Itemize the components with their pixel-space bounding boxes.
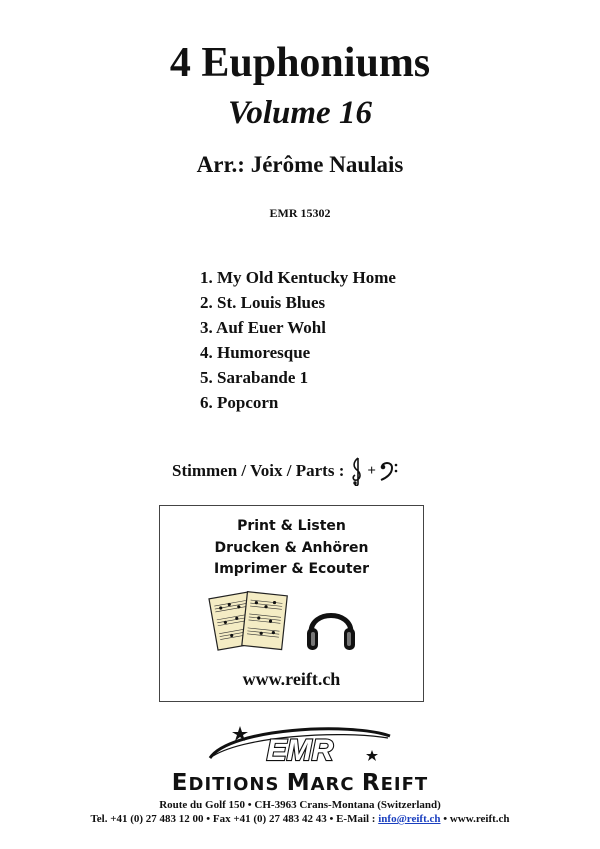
- publisher-initial-m: M: [286, 770, 311, 796]
- publisher-word-3: EIFT: [380, 774, 429, 795]
- track-item: 4. Humoresque: [200, 343, 311, 362]
- publisher-word-1: DITIONS: [188, 774, 287, 795]
- track-item: 5. Sarabande 1: [200, 368, 309, 387]
- track-item: 2. St. Louis Blues: [200, 293, 326, 312]
- catalog-number: EMR 15302: [269, 206, 331, 220]
- publisher-contact: [0, 813, 600, 825]
- track-list: [200, 267, 396, 417]
- volume-subtitle: Volume 16: [228, 95, 372, 131]
- contact-phone-fax: Tel. +41 (0) 27 483 12 00 • Fax +41 (0) 27 483 42 43 • E-Mail :: [90, 813, 379, 825]
- sheet-music-icon: [208, 586, 293, 658]
- email-link[interactable]: info@reift.ch: [378, 813, 441, 825]
- publisher-initial-r: R: [361, 770, 381, 796]
- promo-website[interactable]: www.reift.ch: [242, 669, 341, 689]
- clef-icons: [350, 456, 399, 486]
- treble-clef-icon: [350, 456, 364, 486]
- print-listen-box: [159, 505, 424, 702]
- track-item: 6. Popcorn: [200, 393, 279, 412]
- promo-line-3: Imprimer & Ecouter: [213, 561, 369, 577]
- publisher-initial-e: E: [171, 770, 189, 796]
- contact-website: • www.reift.ch: [440, 813, 510, 825]
- emr-logo: [200, 722, 400, 770]
- parts-line: [172, 456, 399, 486]
- emr-logo-text: EMR: [266, 734, 334, 767]
- track-item: 3. Auf Euer Wohl: [200, 318, 326, 337]
- publisher-word-2: ARC: [310, 774, 362, 795]
- bass-clef-icon: [379, 460, 399, 482]
- promo-line-1: Print & Listen: [237, 518, 346, 534]
- title: 4 Euphoniums: [169, 40, 431, 86]
- arranger: Arr.: Jérôme Naulais: [196, 152, 404, 177]
- publisher-name: [0, 770, 600, 796]
- plus-sign: +: [367, 462, 376, 479]
- parts-label: Stimmen / Voix / Parts :: [172, 461, 345, 480]
- publisher-address: Route du Golf 150 • CH-3963 Crans-Montana (Switzerland): [159, 799, 441, 811]
- headphones-icon: [305, 598, 357, 656]
- track-item: 1. My Old Kentucky Home: [200, 268, 396, 287]
- promo-line-2: Drucken & Anhören: [214, 540, 369, 556]
